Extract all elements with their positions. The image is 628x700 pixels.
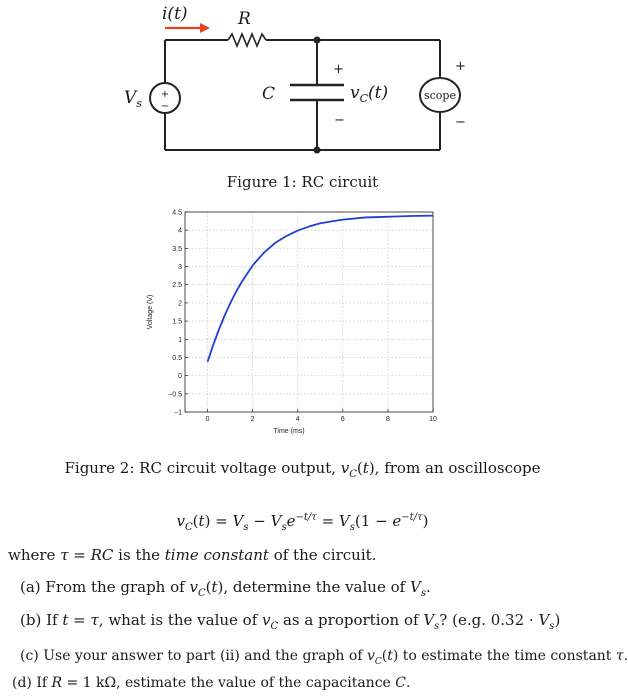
resistor-label: R xyxy=(238,9,251,29)
scope-label: scope xyxy=(424,89,456,102)
x-tick-label: 0 xyxy=(205,416,210,423)
figure2-caption: Figure 2: RC circuit voltage output, $v_C(t)$, from an oscilloscope xyxy=(64,459,541,480)
source-label: $V_s$ xyxy=(124,88,142,110)
svg-text:−: − xyxy=(160,101,170,112)
resistor-symbol xyxy=(228,34,266,46)
y-tick-label: 3.5 xyxy=(172,245,182,253)
y-tick-label: 1 xyxy=(178,336,182,344)
question-d: (d) If R = 1 kΩ, estimate the value of the capacitance C. xyxy=(12,675,411,691)
question-a: (a) From the graph of $v_C(t)$, determine the value of $V_s$. xyxy=(20,578,431,599)
voltage-chart xyxy=(135,200,445,440)
y-axis-label: Voltage (V) xyxy=(147,294,154,330)
node-bottom xyxy=(314,147,321,154)
x-tick-label: 4 xyxy=(295,416,300,423)
cap-plus: + xyxy=(333,62,344,77)
y-tick-label: 4.5 xyxy=(172,209,182,217)
vc-label: $v_C(t)$ xyxy=(350,83,389,105)
y-tick-label: 0 xyxy=(178,373,182,381)
series-line xyxy=(208,216,433,362)
where-text: where τ = RC is the time constant of the circuit. xyxy=(8,546,377,564)
figure1-caption: Figure 1: RC circuit xyxy=(226,173,379,191)
y-tick-label: 1.5 xyxy=(172,318,182,326)
question-b: (b) If t = τ, what is the value of $v_C$ as a proportion of $V_s$? (e.g. $0.32 \cdot V_s$) xyxy=(20,611,561,632)
y-tick-label: 2 xyxy=(178,300,182,308)
x-tick-label: 2 xyxy=(250,416,255,423)
scope-plus: + xyxy=(455,59,466,74)
y-tick-label: 0.5 xyxy=(172,354,182,362)
y-tick-label: 3 xyxy=(178,264,182,272)
plot-frame xyxy=(185,212,433,412)
current-label: i(t) xyxy=(162,4,188,24)
y-tick-label: −0.5 xyxy=(168,391,182,399)
x-tick-label: 8 xyxy=(385,416,390,423)
current-arrow-head xyxy=(200,23,210,33)
cap-minus: − xyxy=(334,113,345,128)
svg-text:+: + xyxy=(160,89,170,100)
question-c: (c) Use your answer to part (ii) and the graph of $v_C(t)$ to estimate the time constant τ. xyxy=(20,648,628,667)
scope-minus: − xyxy=(455,115,466,130)
capacitor-label: C xyxy=(262,84,276,104)
y-tick-label: −1 xyxy=(174,409,182,417)
y-tick-label: 2.5 xyxy=(172,282,182,290)
rc-circuit-diagram xyxy=(0,0,605,170)
node-top xyxy=(314,37,321,44)
x-axis-label: Time (ms) xyxy=(273,428,305,435)
x-tick-label: 6 xyxy=(340,416,345,423)
x-tick-label: 10 xyxy=(429,416,437,423)
equation: $v_C(t) = V_s - V_se^{-t/\tau} = V_s(1 - e^{-t/\tau})$ xyxy=(176,512,429,533)
y-tick-label: 4 xyxy=(178,227,182,235)
